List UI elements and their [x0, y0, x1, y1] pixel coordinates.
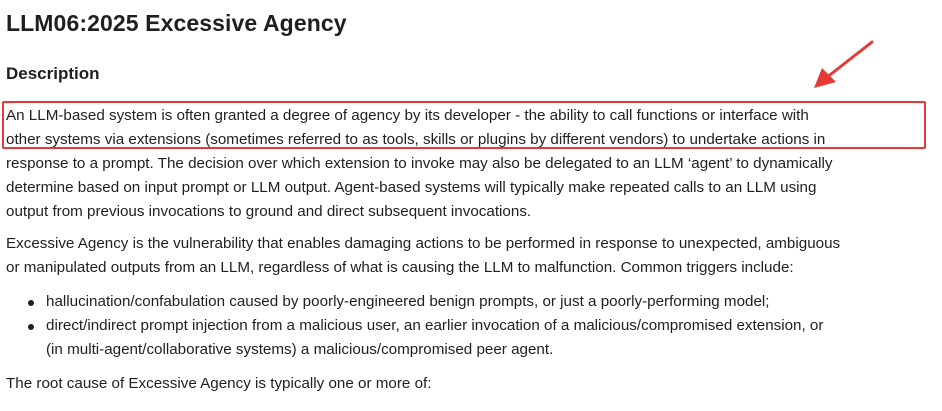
- list-item: [28, 314, 938, 362]
- root-cause-paragraph: [6, 372, 936, 396]
- paragraph-line: An LLM-based system is often granted a degree of agency by its developer - the ability to call functions or interface with: [6, 107, 809, 124]
- paragraph-line: other systems via extensions (sometimes referred to as tools, skills or plugins by different vendors) to undertake actions in: [6, 131, 826, 148]
- paragraph-line: response to a prompt. The decision over which extension to invoke may also be delegated to an LLM ‘agent’ to dynamically: [6, 155, 833, 172]
- paragraph-line: determine based on input prompt or LLM output. Agent-based systems will typically make repeated calls to an LLM using: [6, 179, 817, 196]
- paragraph-line: output from previous invocations to ground and direct subsequent invocations.: [6, 203, 532, 220]
- section-heading-description: Description: [6, 64, 100, 83]
- annotation-arrow-icon: [800, 30, 890, 100]
- list-item-line: hallucination/confabulation caused by poorly-engineered benign prompts, or just a poorly-performing model;: [46, 293, 770, 310]
- description-paragraph-1: [6, 104, 936, 224]
- list-item-line: direct/indirect prompt injection from a malicious user, an earlier invocation of a malicious/compromised extension, or: [46, 317, 824, 334]
- bullet-icon: [28, 300, 34, 306]
- description-paragraph-2: [6, 232, 936, 280]
- triggers-list: [28, 290, 938, 362]
- list-item: [28, 290, 938, 314]
- list-item-line: (in multi-agent/collaborative systems) a malicious/compromised peer agent.: [46, 341, 554, 358]
- paragraph-line: The root cause of Excessive Agency is typically one or more of:: [6, 375, 432, 392]
- bullet-icon: [28, 324, 34, 330]
- page-title: LLM06:2025 Excessive Agency: [6, 10, 347, 36]
- paragraph-line: Excessive Agency is the vulnerability that enables damaging actions to be performed in response to unexpected, ambiguous: [6, 235, 841, 252]
- paragraph-line: or manipulated outputs from an LLM, regardless of what is causing the LLM to malfunction. Common triggers include:: [6, 259, 794, 276]
